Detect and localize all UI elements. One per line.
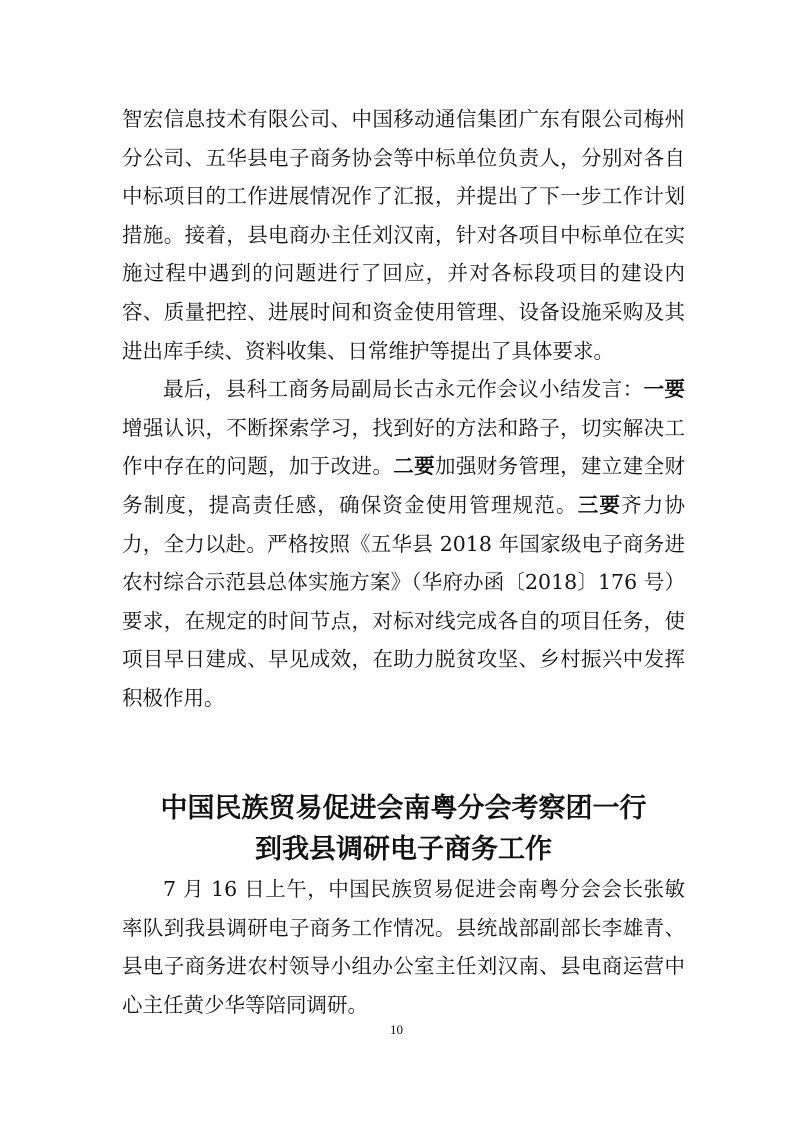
article-first-paragraph: 7 月 16 日上午，中国民族贸易促进会南粤分会会长张敏率队到我县调研电子商务工作情况。县统战部副部长李雄青、县电子商务进农村领导小组办公室主任刘汉南、县电商运营中心主任黄少华等陪同调研。: [122, 877, 685, 1017]
continued-paragraph: 智宏信息技术有限公司、中国移动通信集团广东有限公司梅州分公司、五华县电子商务协会等中标单位负责人，分别对各自中标项目的工作进展情况作了汇报，并提出了下一步工作计划措施。接着，县电商办主任刘汉南，针对各项目中标单位在实施过程中遇到的问题进行了回应，并对各标段项目的建设内容、质量把控、进展时间和资金使用管理、设备设施采购及其进出库手续、资料收集、日常维护等提出了具体要求。: [122, 107, 685, 363]
point1-label: 一要: [643, 377, 686, 402]
body-text-bottom: [122, 870, 685, 1024]
point1-text: 增强认识，不断探索学习，找到好的方法和路子，切实解决工作中存在的问题，加于改进。: [122, 415, 685, 479]
summary-paragraph: [122, 370, 685, 717]
body-text-top: [122, 100, 685, 718]
page-number: 10: [390, 1022, 403, 1037]
point2-text: 加强财务管理，建立建全财务制度，提高责任感，确保资金使用管理规范。: [122, 454, 686, 517]
article-title-line-1: 中国民族贸易促进会南粤分会考察团一行: [160, 793, 647, 824]
article-title-line-2: 到我县调研电子商务工作: [255, 834, 552, 865]
point2-label: 二要: [393, 454, 435, 479]
summary-intro: 最后，县科工商务局副局长古永元作会议小结发言：: [163, 377, 644, 402]
point3-text: 齐力协力，全力以赴。严格按照《五华县 2018 年国家级电子商务进农村综合示范县总体实施方案》（华府办函〔2018〕176 号）要求，在规定的时间节点，对标对线完成各自的项目任务，使项目早日建成、早见成效，在助力脱贫攻坚、乡村振兴中发挥积极作用。: [122, 492, 686, 710]
article-title: [122, 788, 685, 870]
point3-label: 三要: [577, 492, 622, 517]
